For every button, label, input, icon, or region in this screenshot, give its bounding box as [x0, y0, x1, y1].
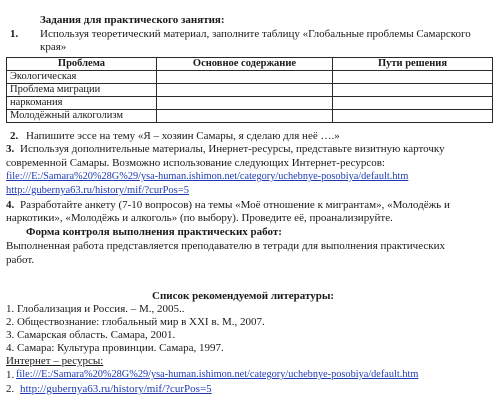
internet-resources-title: Интернет – ресурсы:	[6, 355, 104, 367]
table-cell: Проблема миграции	[7, 84, 157, 97]
practical-tasks-heading: Задания для практического занятия:	[40, 14, 225, 26]
table-header-problem: Проблема	[7, 58, 157, 71]
table-cell	[157, 97, 333, 110]
table-cell	[333, 110, 493, 123]
table-cell	[333, 84, 493, 97]
control-text-line1: Выполненная работа представляется преподавателю в тетради для выполнения практических	[6, 240, 445, 252]
table-cell	[157, 71, 333, 84]
global-problems-table	[6, 57, 493, 123]
literature-item-3: 3. Самарская область. Самара, 2001.	[6, 329, 176, 341]
control-form-title: Форма контроля выполнения практических работ:	[26, 226, 282, 238]
task-2-text: Напишите эссе на тему «Я – хозяин Самары, я сделаю для неё ….»	[26, 130, 340, 142]
task-3-link-1[interactable]: file:///E:/Samara%20%28G%29/ysa-human.ishimon.net/category/uchebnye-posobiya/default.htm	[6, 171, 409, 182]
task-3-link-2[interactable]: http://gubernya63.ru/history/mif/?curPos=5	[6, 185, 189, 196]
task-3-text-line2: современной Самары. Возможно использование следующих Интернет-ресурсов:	[6, 157, 385, 169]
task-1-text-line1: Используя теоретический материал, заполните таблицу «Глобальные проблемы Самарского	[40, 28, 471, 40]
literature-item-4: 4. Самара: Культура провинции. Самара, 1997.	[6, 342, 224, 354]
task-1-number: 1.	[10, 28, 19, 40]
control-text-line2: работ.	[6, 254, 35, 266]
task-1-text-line2: края»	[40, 41, 67, 53]
table-row	[7, 110, 493, 123]
task-4-text-line1: Разработайте анкету (7-10 вопросов) на темы «Моё отношение к мигрантам», «Молодёжь и	[20, 199, 450, 211]
table-header-row	[7, 58, 493, 71]
table-header-content: Основное содержание	[157, 58, 333, 71]
table-cell: наркомания	[7, 97, 157, 110]
internet-link-2-number: 2.	[6, 383, 15, 395]
table-cell: Экологическая	[7, 71, 157, 84]
table-header-solutions: Пути решения	[333, 58, 493, 71]
internet-link-1[interactable]: file:///E:/Samara%20%28G%29/ysa-human.ishimon.net/category/uchebnye-posobiya/default.htm	[16, 369, 419, 380]
task-4-number: 4.	[6, 199, 15, 211]
table-cell	[333, 71, 493, 84]
table-cell	[157, 110, 333, 123]
internet-link-2[interactable]: http://gubernya63.ru/history/mif/?curPos=5	[20, 383, 212, 395]
task-3-number: 3.	[6, 143, 15, 155]
literature-item-1: 1. Глобализация и Россия. – М., 2005..	[6, 303, 185, 315]
table-cell	[333, 97, 493, 110]
table-row	[7, 71, 493, 84]
literature-item-2: 2. Обществознание: глобальный мир в XXI в. М., 2007.	[6, 316, 265, 328]
table-row	[7, 97, 493, 110]
table-cell: Молодёжный алкоголизм	[7, 110, 157, 123]
task-4-text-line2: наркотики», «Молодёжь и алкоголь» (по выбору). Проведите её, проанализируйте.	[6, 212, 393, 224]
task-3-text-line1: Используя дополнительные материалы, Инернет-ресурсы, представьте визитную карточку	[20, 143, 445, 155]
task-2-number: 2.	[10, 130, 19, 142]
literature-title: Список рекомендуемой литературы:	[152, 290, 335, 302]
table-cell	[157, 84, 333, 97]
table-row	[7, 84, 493, 97]
internet-link-1-number: 1.	[6, 369, 15, 381]
